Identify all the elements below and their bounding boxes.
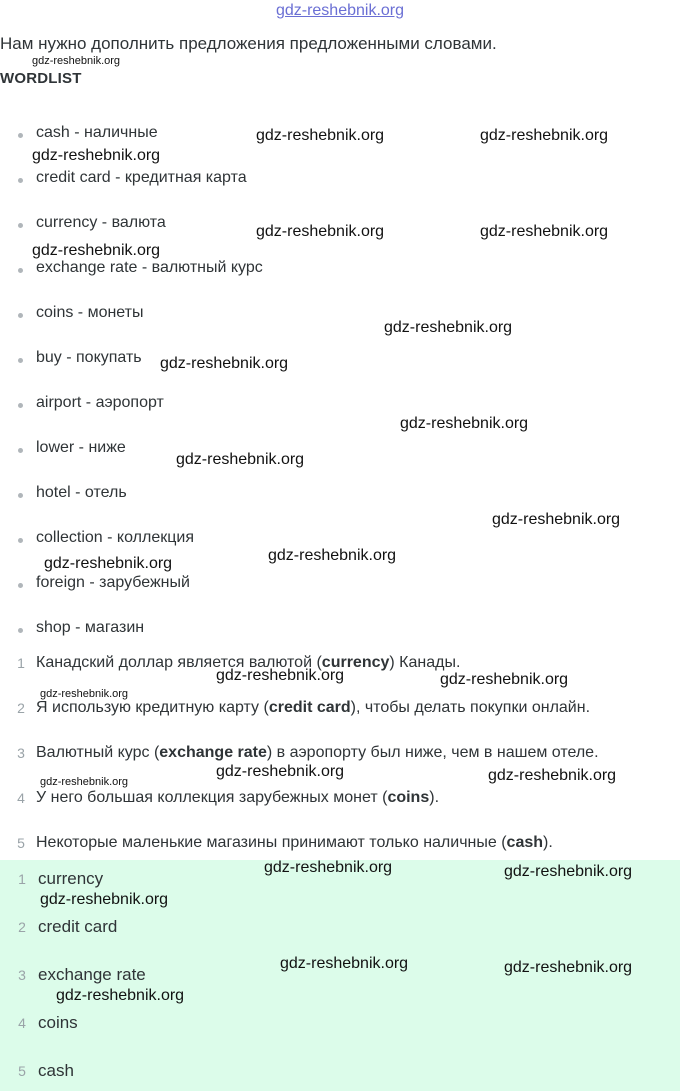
watermark: gdz-reshebnik.org xyxy=(264,859,393,876)
watermark: gdz-reshebnik.org xyxy=(488,767,617,784)
watermark: gdz-reshebnik.org xyxy=(32,147,161,164)
watermark: gdz-reshebnik.org xyxy=(268,547,397,564)
watermark: gdz-reshebnik.org xyxy=(492,511,621,528)
bullet-icon xyxy=(18,313,23,318)
watermark: gdz-reshebnik.org xyxy=(256,127,385,144)
watermark: gdz-reshebnik.org xyxy=(384,319,513,336)
watermark: gdz-reshebnik.org xyxy=(40,776,129,788)
wordlist-heading: WORDLIST xyxy=(0,70,82,87)
watermark: gdz-reshebnik.org xyxy=(160,355,289,372)
watermark: gdz-reshebnik.org xyxy=(400,415,529,432)
bullet-icon xyxy=(18,178,23,183)
bullet-icon xyxy=(18,133,23,138)
bullet-icon xyxy=(18,268,23,273)
watermark: gdz-reshebnik.org xyxy=(40,688,129,700)
watermark: gdz-reshebnik.org xyxy=(216,667,345,684)
watermark: gdz-reshebnik.org xyxy=(56,987,185,1004)
watermark: gdz-reshebnik.org xyxy=(480,223,609,240)
watermark: gdz-reshebnik.org xyxy=(504,863,633,880)
bullet-icon xyxy=(18,583,23,588)
watermark: gdz-reshebnik.org xyxy=(504,959,633,976)
bullet-icon xyxy=(18,493,23,498)
watermark: gdz-reshebnik.org xyxy=(40,891,169,908)
watermark: gdz-reshebnik.org xyxy=(44,555,173,572)
intro-text: Нам нужно дополнить предложения предложенными словами. xyxy=(0,34,497,53)
bullet-icon xyxy=(18,403,23,408)
bullet-icon xyxy=(18,538,23,543)
site-link[interactable]: gdz-reshebnik.org xyxy=(275,2,405,19)
watermark: gdz-reshebnik.org xyxy=(256,223,385,240)
bullet-icon xyxy=(18,628,23,633)
watermark: gdz-reshebnik.org xyxy=(176,451,305,468)
watermark: gdz-reshebnik.org xyxy=(216,763,345,780)
bullet-icon xyxy=(18,223,23,228)
watermark: gdz-reshebnik.org xyxy=(280,955,409,972)
bullet-icon xyxy=(18,448,23,453)
watermark: gdz-reshebnik.org xyxy=(32,55,121,67)
watermark: gdz-reshebnik.org xyxy=(440,671,569,688)
watermark: gdz-reshebnik.org xyxy=(480,127,609,144)
bullet-icon xyxy=(18,358,23,363)
watermark: gdz-reshebnik.org xyxy=(32,242,161,259)
